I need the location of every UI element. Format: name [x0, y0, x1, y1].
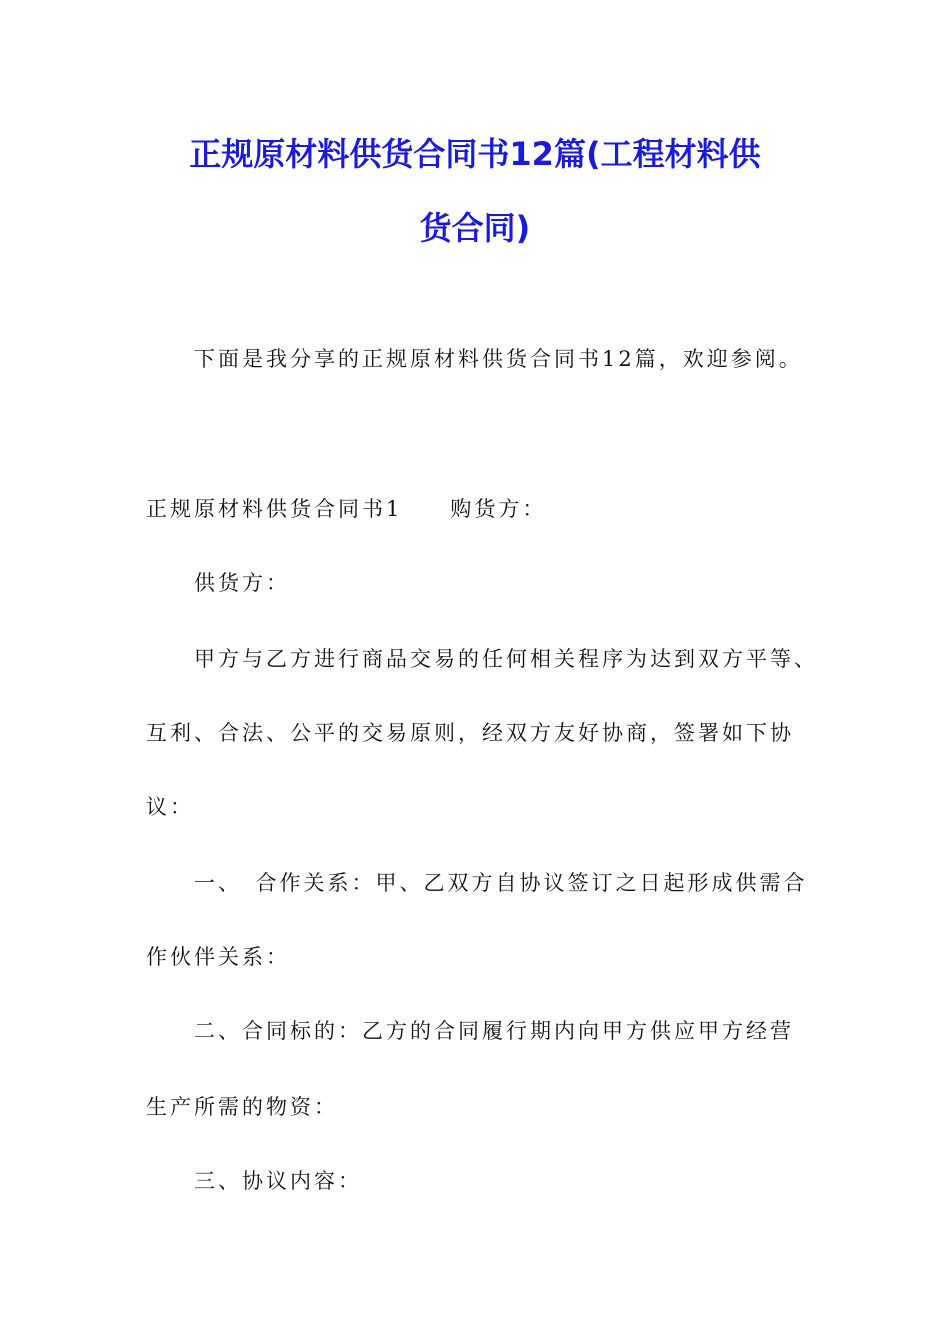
document-title-line-2: 货合同) — [419, 209, 531, 247]
clause-1-line: 一、 合作关系：甲、乙双方自协议签订之日起形成供需合 — [194, 871, 808, 895]
document-title-line-1: 正规原材料供货合同书12篇(工程材料供 — [189, 135, 761, 173]
body-paragraph-line: 甲方与乙方进行商品交易的任何相关程序为达到双方平等、 — [194, 647, 818, 671]
contract-heading-buyer: 正规原材料供货合同书1 购货方： — [146, 497, 547, 521]
clause-3-heading: 三、协议内容： — [194, 1169, 362, 1193]
body-paragraph-line: 互利、合法、公平的交易原则，经双方友好协商，签署如下协 — [146, 721, 794, 745]
clause-2-line: 二、合同标的：乙方的合同履行期内向甲方供应甲方经营 — [194, 1019, 794, 1043]
clause-1-line: 作伙伴关系： — [146, 945, 290, 969]
intro-paragraph: 下面是我分享的正规原材料供货合同书12篇，欢迎参阅。 — [194, 347, 803, 371]
body-paragraph-line: 议： — [146, 795, 194, 819]
supplier-line: 供货方： — [194, 571, 290, 595]
clause-2-line: 生产所需的物资： — [146, 1095, 338, 1119]
